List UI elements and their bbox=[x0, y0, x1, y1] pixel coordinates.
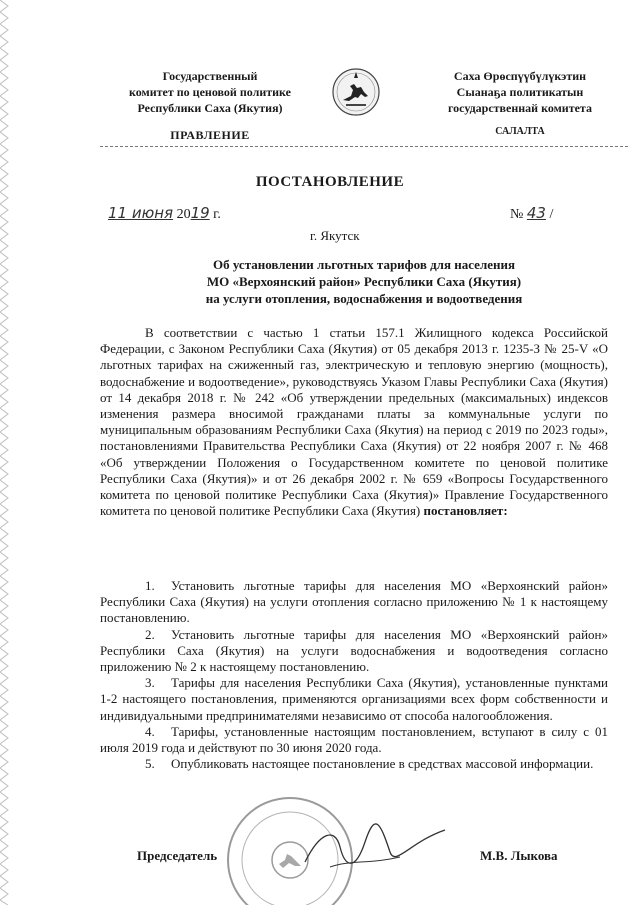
subject-line: на услуги отопления, водоснабжения и водоотведения bbox=[205, 291, 523, 306]
header-right-line: государственнай комитета bbox=[448, 101, 592, 115]
item-number: 5. bbox=[145, 756, 155, 772]
board-label-ru: ПРАВЛЕНИЕ bbox=[170, 128, 250, 142]
number-tail: / bbox=[549, 207, 554, 222]
header-right-line: Сыанаҕа политикатын bbox=[456, 85, 584, 99]
header-right-line: Саха Өрөспүүбүлүкэтин bbox=[453, 69, 587, 83]
board-label-sakha: САЛАЛТА bbox=[495, 126, 545, 137]
item-text: Тарифы, установленные настоящим постановлением, вступают в силу с 01 июля 2019 года и действуют по 30 июня 2020 года. bbox=[100, 723, 608, 756]
handwritten-number: 43 bbox=[526, 204, 546, 222]
preamble-resolves: постановляет: bbox=[423, 503, 508, 519]
signer-position: Председатель bbox=[137, 848, 218, 863]
header-left-line: Государственный bbox=[162, 69, 258, 83]
list-item bbox=[100, 756, 608, 772]
list-item bbox=[100, 675, 608, 724]
item-text: Установить льготные тарифы для населения МО «Верхоянский район» Республики Саха (Якутия) на услуги водоснабжения и водоотведения согласно приложению № 2 к настоящему постановлению. bbox=[100, 626, 608, 675]
item-number: 1. bbox=[145, 578, 155, 593]
item-number: 4. bbox=[145, 723, 155, 739]
item-text: Тарифы для населения Республики Саха (Якутия), установленные пунктами 1-2 настоящего постановления, применяются организациями всех форм собственности и индивидуальными предпринимателями независимо от способа налогообложения. bbox=[100, 675, 608, 723]
header-right-org bbox=[412, 68, 628, 116]
handwritten-date: 11 июня bbox=[108, 204, 174, 222]
header-left-org bbox=[110, 68, 310, 116]
item-text: Установить льготные тарифы для населения МО «Верхоянский район» Республики Саха (Якутия) на услуги отопления согласно приложению № 1 к настоящему постановлению. bbox=[100, 578, 608, 626]
handwritten-signature-icon bbox=[300, 812, 450, 882]
item-number: 3. bbox=[145, 675, 155, 691]
header-divider bbox=[100, 146, 628, 147]
document-title: ПОСТАНОВЛЕНИЕ bbox=[255, 174, 405, 190]
perforated-edge bbox=[0, 0, 12, 905]
document-number bbox=[510, 204, 553, 223]
year-prefix: 20 bbox=[176, 207, 191, 222]
item-text: Опубликовать настоящее постановление в средствах массовой информации. bbox=[171, 756, 594, 772]
document-subject bbox=[100, 256, 628, 307]
list-item bbox=[100, 627, 608, 676]
preamble-paragraph bbox=[100, 325, 608, 519]
item-number: 2. bbox=[145, 626, 155, 642]
list-item bbox=[100, 578, 608, 627]
header-left-line: комитет по ценовой политике bbox=[129, 85, 291, 99]
list-item bbox=[100, 724, 608, 756]
document-city: г. Якутск bbox=[310, 228, 360, 243]
signer-name: М.В. Лыкова bbox=[480, 848, 558, 863]
handwritten-year: 19 bbox=[190, 204, 210, 222]
header-left-line: Республики Саха (Якутия) bbox=[137, 101, 283, 115]
preamble-text: В соответствии с частью 1 статьи 157.1 Жилищного кодекса Российской Федерации, с Законом Республики Саха (Якутия) от 05 декабря 2013 г. 1235-З № 25-V «О льготных тарифах на сжиженный газ, электрическую и тепловую энергию (мощность), водоснабжение и водоотведение», руководствуясь Указом Главы Республики Саха (Якутия) от 14 декабря 2018 г. № 242 «Об утверждении предельных (максимальных) индексов изменения размера вносимой гражданами платы за коммунальные услуги по муниципальным образованиям Республики Саха (Якутия) на период с 2019 по 2023 годы», постановлениями Правительства Республики Саха (Якутия) от 22 ноября 2007 г. № 468 «Об утверждении Положения о Государственном комитете по ценовой политике Республики Саха (Якутия)» и от 26 декабря 2002 г. № 659 «Вопросы Государственного комитета по ценовой политике Республики Саха (Якутия)» Правление Государственного комитета по ценовой политике Республики Саха (Якутия) bbox=[100, 325, 608, 519]
sakha-emblem-icon bbox=[331, 66, 381, 118]
year-unit: г. bbox=[213, 207, 221, 222]
subject-line: МО «Верхоянский район» Республики Саха (Якутия) bbox=[206, 274, 522, 289]
number-sign: № bbox=[510, 207, 524, 222]
subject-line: Об установлении льготных тарифов для населения bbox=[212, 257, 516, 272]
resolution-items bbox=[100, 578, 608, 772]
document-date bbox=[108, 204, 221, 223]
